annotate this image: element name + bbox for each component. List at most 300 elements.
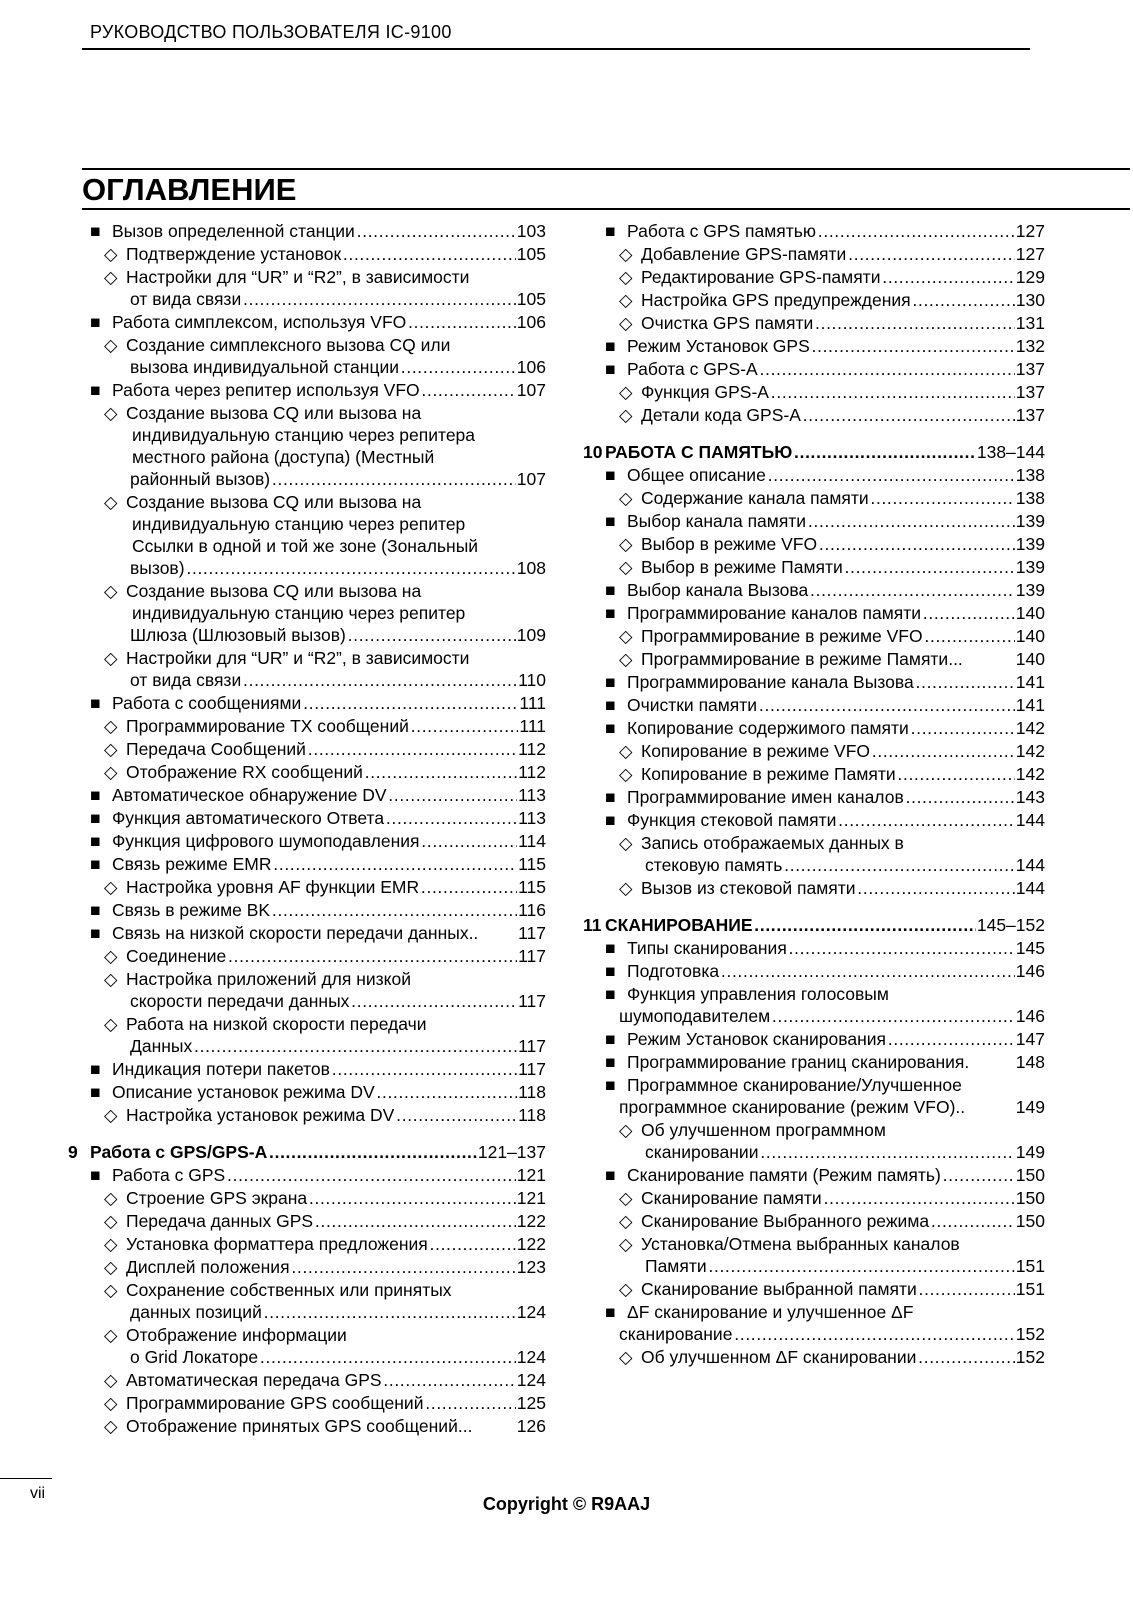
diamond-bullet-icon: ◇ [104, 403, 118, 423]
entry-title: Добавление GPS-памяти [641, 244, 847, 264]
dot-leader [268, 1141, 477, 1164]
entry-title: Соединение [126, 946, 227, 966]
section-number: 9 [68, 1142, 78, 1162]
dot-leader [837, 809, 1014, 832]
toc-entry[interactable] [68, 1346, 546, 1369]
entry-title: шумоподавителем [619, 1006, 771, 1026]
dot-leader [407, 311, 516, 334]
toc-entry-line [68, 1013, 546, 1035]
dot-leader [844, 556, 1015, 579]
toc-right-column [583, 220, 1045, 1369]
entry-title: Настройки для “UR” и “R2”, в зависимости [126, 267, 470, 287]
dot-leader [917, 1346, 1014, 1369]
square-bullet-icon: ■ [90, 312, 101, 332]
dot-leader [271, 899, 517, 922]
toc-entry[interactable] [68, 1369, 546, 1392]
toc-entry[interactable] [68, 899, 546, 922]
page-number-ref: 137 [1015, 359, 1045, 379]
square-bullet-icon: ■ [605, 603, 616, 623]
dot-leader [410, 715, 519, 738]
entry-title: Программирование имен каналов [627, 787, 904, 807]
toc-entry[interactable] [68, 1256, 546, 1279]
page-number-ref: 108 [516, 558, 546, 578]
square-bullet-icon: ■ [605, 1302, 616, 1322]
toc-entry-line [68, 513, 546, 535]
page-number-ref: 124 [516, 1302, 546, 1322]
diamond-bullet-icon: ◇ [104, 492, 118, 512]
entry-title: Настройка установок режима DV [126, 1105, 395, 1125]
toc-entry[interactable] [583, 266, 1045, 289]
square-bullet-icon: ■ [605, 961, 616, 981]
dot-leader [400, 356, 516, 379]
dot-leader [802, 404, 1015, 427]
toc-entry[interactable] [68, 1187, 546, 1210]
dot-leader [331, 1058, 517, 1081]
page-number-ref: 143 [1015, 787, 1045, 807]
square-bullet-icon: ■ [605, 718, 616, 738]
diamond-bullet-icon: ◇ [104, 581, 118, 601]
dot-leader [767, 464, 1015, 487]
toc-section-heading[interactable] [583, 441, 1045, 464]
toc-entry[interactable] [583, 648, 1045, 671]
toc-entry[interactable] [68, 669, 546, 692]
toc-entry-line [68, 266, 546, 288]
toc-entry[interactable] [68, 311, 546, 334]
dot-leader [259, 1346, 516, 1369]
dot-leader [720, 960, 1015, 983]
entry-title: Настройка приложений для низкой [126, 969, 412, 989]
dot-leader [242, 288, 516, 311]
dot-leader [263, 1301, 516, 1324]
page-number-ref: 150 [1015, 1188, 1045, 1208]
dot-leader [942, 1164, 1015, 1187]
toc-entry[interactable] [583, 763, 1045, 786]
page-number-ref: 145 [1015, 938, 1045, 958]
entry-title: сканирование [619, 1324, 733, 1344]
diamond-bullet-icon: ◇ [104, 1280, 118, 1300]
toc-entry-line [68, 402, 546, 424]
toc-entry-line [68, 424, 546, 446]
dot-leader [881, 266, 1014, 289]
toc-entry[interactable] [68, 379, 546, 402]
toc-entry[interactable] [583, 854, 1045, 877]
entry-title: Индикация потери пакетов [112, 1059, 330, 1079]
toc-entry[interactable] [583, 877, 1045, 900]
entry-title: Копирование содержимого памяти [627, 718, 909, 738]
entry-title: Настройка уровня AF функции EMR [126, 877, 420, 897]
page-number-ref: 151 [1015, 1256, 1045, 1276]
square-bullet-icon: ■ [605, 359, 616, 379]
entry-title: Настройки для “UR” и “R2”, в зависимости [126, 648, 470, 668]
entry-title: Очистка GPS памяти [641, 313, 814, 333]
toc-entry[interactable] [68, 624, 546, 647]
square-bullet-icon: ■ [90, 1165, 101, 1185]
toc-left-column [68, 220, 546, 1438]
toc-entry[interactable] [68, 922, 546, 945]
page-number-ref: 152 [1015, 1324, 1045, 1344]
diamond-bullet-icon: ◇ [619, 741, 633, 761]
toc-entry[interactable] [68, 876, 546, 899]
toc-entry[interactable] [583, 1005, 1045, 1028]
entry-title: от вида связи [130, 289, 242, 309]
square-bullet-icon: ■ [605, 1075, 616, 1095]
toc-entry[interactable] [68, 715, 546, 738]
dot-leader [308, 1187, 516, 1210]
title-rule-bottom [82, 208, 1130, 210]
toc-entry[interactable] [583, 786, 1045, 809]
entry-title: скорости передачи данных [130, 991, 350, 1011]
section-title: Работа с GPS/GPS-A [90, 1142, 268, 1162]
toc-entry[interactable] [68, 1415, 546, 1438]
toc-entry[interactable] [68, 468, 546, 491]
toc-entry[interactable] [583, 335, 1045, 358]
dot-leader [905, 786, 1015, 809]
entry-title: Выбор канала памяти [627, 511, 807, 531]
entry-title: Программное сканирование/Улучшенное [627, 1075, 962, 1095]
toc-entry-line [68, 602, 546, 624]
entry-title: Дисплей положения [126, 1257, 290, 1277]
toc-entry-line [68, 1279, 546, 1301]
entry-title: Подготовка [627, 961, 720, 981]
toc-section-heading[interactable] [583, 914, 1045, 937]
page-number-ref: 118 [518, 1082, 546, 1102]
dot-leader [857, 877, 1015, 900]
entry-title: Типы сканирования [627, 938, 787, 958]
toc-entry[interactable] [583, 937, 1045, 960]
toc-entry[interactable] [583, 717, 1045, 740]
dot-leader [823, 1187, 1015, 1210]
toc-entry[interactable] [583, 243, 1045, 266]
toc-entry[interactable] [68, 1301, 546, 1324]
dot-leader [388, 784, 518, 807]
toc-entry[interactable] [583, 556, 1045, 579]
entry-title: Строение GPS экрана [126, 1188, 308, 1208]
toc-entry[interactable] [583, 220, 1045, 243]
square-bullet-icon: ■ [605, 1165, 616, 1185]
dot-leader [376, 1081, 517, 1104]
page-number-ref: 142 [1015, 764, 1045, 784]
diamond-bullet-icon: ◇ [104, 1325, 118, 1345]
dot-leader [918, 1278, 1015, 1301]
diamond-bullet-icon: ◇ [619, 626, 633, 646]
toc-entry[interactable] [583, 533, 1045, 556]
entry-title: Работа на низкой скорости передачи [126, 1014, 427, 1034]
dot-leader [870, 487, 1015, 510]
page-number-ref: 144 [1015, 878, 1045, 898]
toc-section-heading[interactable] [68, 1141, 546, 1164]
entry-title: Программирование границ сканирования. [627, 1052, 970, 1072]
toc-entry-line [583, 1233, 1045, 1255]
toc-entry[interactable] [583, 487, 1045, 510]
toc-entry[interactable] [68, 356, 546, 379]
dot-leader [383, 1369, 516, 1392]
dot-leader [420, 830, 517, 853]
page-number-ref: 114 [518, 831, 546, 851]
page-range: 121–137 [477, 1142, 546, 1162]
dot-leader [242, 669, 517, 692]
entry-title: сканировании [645, 1142, 759, 1162]
toc-entry[interactable] [583, 358, 1045, 381]
diamond-bullet-icon: ◇ [104, 1188, 118, 1208]
page-number-ref: 141 [1015, 672, 1045, 692]
page-number-ref: 148 [1015, 1052, 1045, 1072]
entry-title: Передача Сообщений [126, 739, 306, 759]
toc-entry-line [68, 647, 546, 669]
square-bullet-icon: ■ [90, 831, 101, 851]
toc-entry[interactable] [583, 694, 1045, 717]
page-number-ref: 151 [1015, 1279, 1045, 1299]
toc-entry[interactable] [583, 602, 1045, 625]
toc-entry[interactable] [583, 289, 1045, 312]
toc-entry[interactable] [68, 990, 546, 1013]
dot-leader [811, 335, 1015, 358]
copyright-footer: Copyright © R9AAJ [482, 1494, 651, 1514]
entry-title: данных позиций [130, 1302, 262, 1322]
diamond-bullet-icon: ◇ [104, 762, 118, 782]
toc-entry[interactable] [68, 1392, 546, 1415]
page-number-ref: 111 [519, 693, 546, 713]
toc-entry[interactable] [68, 761, 546, 784]
dot-leader [356, 220, 516, 243]
diamond-bullet-icon: ◇ [619, 878, 633, 898]
page-number-ref: 126 [516, 1416, 546, 1436]
toc-entry[interactable] [68, 1081, 546, 1104]
page-number-ref: 132 [1015, 336, 1045, 356]
entry-title: Очистки памяти [627, 695, 758, 715]
toc-entry[interactable] [68, 945, 546, 968]
page-number-ref: 106 [516, 312, 546, 332]
page-number-ref: 107 [516, 380, 546, 400]
dot-leader [314, 1210, 516, 1233]
toc-entry[interactable] [583, 809, 1045, 832]
toc-entry[interactable] [583, 1164, 1045, 1187]
entry-title: Режим Установок сканирования [627, 1029, 886, 1049]
toc-entry[interactable] [68, 784, 546, 807]
toc-entry-line [583, 983, 1045, 1005]
toc-entry-line [68, 968, 546, 990]
entry-title: Настройка GPS предупреждения [641, 290, 911, 310]
section-title: СКАНИРОВАНИЕ [605, 915, 753, 935]
dot-leader [783, 854, 1014, 877]
toc-entry[interactable] [68, 1104, 546, 1127]
page-number-ref: 124 [516, 1370, 546, 1390]
dot-leader [385, 807, 517, 830]
entry-title: Работа с GPS памятью [627, 221, 817, 241]
entry-title: Шлюза (Шлюзовый вызов) [130, 625, 346, 645]
toc-entry[interactable] [583, 1051, 1045, 1074]
toc-entry[interactable] [68, 1233, 546, 1256]
entry-title: Ссылки в одной и той же зоне (Зональный [132, 536, 479, 556]
page-number-ref: 112 [518, 739, 546, 759]
entry-title: районный вызов) [130, 469, 271, 489]
toc-entry[interactable] [68, 853, 546, 876]
toc-entry[interactable] [583, 1210, 1045, 1233]
page-number-ref: 111 [519, 716, 546, 736]
section-number: 10 [583, 442, 603, 462]
toc-entry[interactable] [583, 625, 1045, 648]
square-bullet-icon: ■ [90, 785, 101, 805]
toc-entry[interactable] [68, 243, 546, 266]
entry-title: Функция GPS-A [641, 382, 769, 402]
dot-leader [364, 761, 517, 784]
square-bullet-icon: ■ [605, 672, 616, 692]
dot-leader [347, 624, 516, 647]
entry-title: Копирование в режиме Памяти [641, 764, 896, 784]
header-rule [82, 48, 1030, 50]
toc-entry-line [68, 535, 546, 557]
page-number-ref: 112 [518, 762, 546, 782]
diamond-bullet-icon: ◇ [619, 534, 633, 554]
page-range: 138–144 [976, 442, 1045, 462]
diamond-bullet-icon: ◇ [104, 244, 118, 264]
page-number-ref: 139 [1015, 557, 1045, 577]
square-bullet-icon: ■ [90, 900, 101, 920]
page-number-ref: 116 [518, 900, 546, 920]
dot-leader [912, 289, 1015, 312]
diamond-bullet-icon: ◇ [104, 1211, 118, 1231]
toc-entry[interactable] [583, 1278, 1045, 1301]
dot-leader [758, 694, 1015, 717]
toc-entry-line [583, 832, 1045, 854]
dot-leader [429, 1233, 516, 1256]
toc-entry[interactable] [68, 830, 546, 853]
page-number-ref: 140 [1015, 649, 1045, 669]
toc-entry[interactable] [583, 1255, 1045, 1278]
entry-title: Автоматическое обнаружение DV [112, 785, 387, 805]
square-bullet-icon: ■ [90, 808, 101, 828]
entry-title: Работа с GPS [112, 1165, 226, 1185]
dot-leader [395, 1104, 517, 1127]
toc-entry[interactable] [68, 1164, 546, 1187]
dot-leader [924, 625, 1015, 648]
toc-entry[interactable] [68, 557, 546, 580]
toc-entry[interactable] [68, 288, 546, 311]
toc-entry[interactable] [583, 312, 1045, 335]
dot-leader [708, 1255, 1015, 1278]
page-number-ref: 110 [518, 670, 546, 690]
entry-title: Об улучшенном программном [641, 1120, 886, 1140]
dot-leader [424, 1392, 515, 1415]
toc-entry[interactable] [583, 740, 1045, 763]
toc-entry-line [68, 446, 546, 468]
square-bullet-icon: ■ [605, 580, 616, 600]
page-number-ref: 144 [1015, 810, 1045, 830]
page-number-ref: 106 [516, 357, 546, 377]
page-number-ref: 144 [1015, 855, 1045, 875]
entry-title: Программирование TX сообщений [126, 716, 409, 736]
dot-leader [302, 692, 518, 715]
toc-entry[interactable] [583, 404, 1045, 427]
toc-entry[interactable] [68, 1058, 546, 1081]
toc-entry[interactable] [583, 1346, 1045, 1369]
page-number-ref: 115 [518, 854, 546, 874]
toc-entry[interactable] [68, 738, 546, 761]
dot-leader [915, 671, 1015, 694]
entry-title: Сохранение собственных или принятых [126, 1280, 452, 1300]
title-rule-top [82, 168, 1130, 170]
dot-leader [871, 740, 1015, 763]
toc-entry[interactable] [583, 381, 1045, 404]
entry-title: Программирование каналов памяти [627, 603, 922, 623]
page-number-ref: 138 [1015, 465, 1045, 485]
entry-title: Содержание канала памяти [641, 488, 869, 508]
dot-leader [733, 1323, 1014, 1346]
page-number-ref: 124 [516, 1347, 546, 1367]
entry-title: Об улучшенном ΔF сканировании [641, 1347, 917, 1367]
toc-entry[interactable] [68, 807, 546, 830]
toc-entry[interactable] [583, 1141, 1045, 1164]
entry-title: вызов) [130, 558, 185, 578]
entry-title: Копирование в режиме VFO [641, 741, 871, 761]
page-number-ref: 127 [1015, 244, 1045, 264]
page-number-ref: 122 [516, 1211, 546, 1231]
diamond-bullet-icon: ◇ [619, 313, 633, 333]
diamond-bullet-icon: ◇ [104, 739, 118, 759]
entry-title: от вида связи [130, 670, 242, 690]
entry-title: Автоматическая передача GPS [126, 1370, 382, 1390]
square-bullet-icon: ■ [90, 923, 101, 943]
page-number-ref: 150 [1015, 1165, 1045, 1185]
square-bullet-icon: ■ [90, 693, 101, 713]
toc-entry[interactable] [583, 579, 1045, 602]
square-bullet-icon: ■ [605, 221, 616, 241]
diamond-bullet-icon: ◇ [104, 969, 118, 989]
toc-entry-line [583, 1074, 1045, 1096]
page-number-ref: 137 [1015, 405, 1045, 425]
dot-leader [788, 937, 1015, 960]
entry-title: Отображение информации [126, 1325, 347, 1345]
diamond-bullet-icon: ◇ [104, 716, 118, 736]
toc-entry[interactable] [68, 692, 546, 715]
entry-title: Отображение RX сообщений [126, 762, 363, 782]
entry-title: Передача данных GPS [126, 1211, 314, 1231]
toc-entry[interactable] [68, 1210, 546, 1233]
page-number-ref: 122 [516, 1234, 546, 1254]
page-number-ref: 152 [1015, 1347, 1045, 1367]
diamond-bullet-icon: ◇ [104, 1014, 118, 1034]
page-number-ref: 139 [1015, 580, 1045, 600]
page-number-ref: 109 [516, 625, 546, 645]
toc-entry[interactable] [583, 464, 1045, 487]
page-number-ref: 127 [1015, 221, 1045, 241]
entry-title: ΔF сканирование и улучшенное ΔF [627, 1302, 914, 1322]
toc-entry[interactable] [583, 1028, 1045, 1051]
entry-title: Программирование GPS сообщений [126, 1393, 424, 1413]
toc-entry[interactable] [68, 1035, 546, 1058]
entry-title: Описание установок режима DV [112, 1082, 375, 1102]
toc-entry[interactable] [68, 220, 546, 243]
entry-title: Программирование в режиме VFO [641, 626, 923, 646]
toc-entry[interactable] [583, 510, 1045, 533]
page-number-ref: 117 [518, 946, 546, 966]
diamond-bullet-icon: ◇ [104, 1234, 118, 1254]
page-number-ref: 125 [516, 1393, 546, 1413]
entry-title: Вызов из стековой памяти [641, 878, 856, 898]
dot-leader [807, 510, 1015, 533]
square-bullet-icon: ■ [605, 511, 616, 531]
entry-title: Функция управления голосовым [627, 984, 889, 1004]
diamond-bullet-icon: ◇ [104, 267, 118, 287]
toc-entry[interactable] [583, 960, 1045, 983]
toc-entry[interactable] [583, 671, 1045, 694]
entry-title: Установка форматтера предложения [126, 1234, 428, 1254]
dot-leader [342, 243, 516, 266]
toc-entry[interactable] [583, 1323, 1045, 1346]
page-number-ref: 149 [1015, 1142, 1045, 1162]
toc-entry[interactable] [583, 1096, 1045, 1119]
toc-entry[interactable] [583, 1187, 1045, 1210]
dot-leader [809, 579, 1015, 602]
